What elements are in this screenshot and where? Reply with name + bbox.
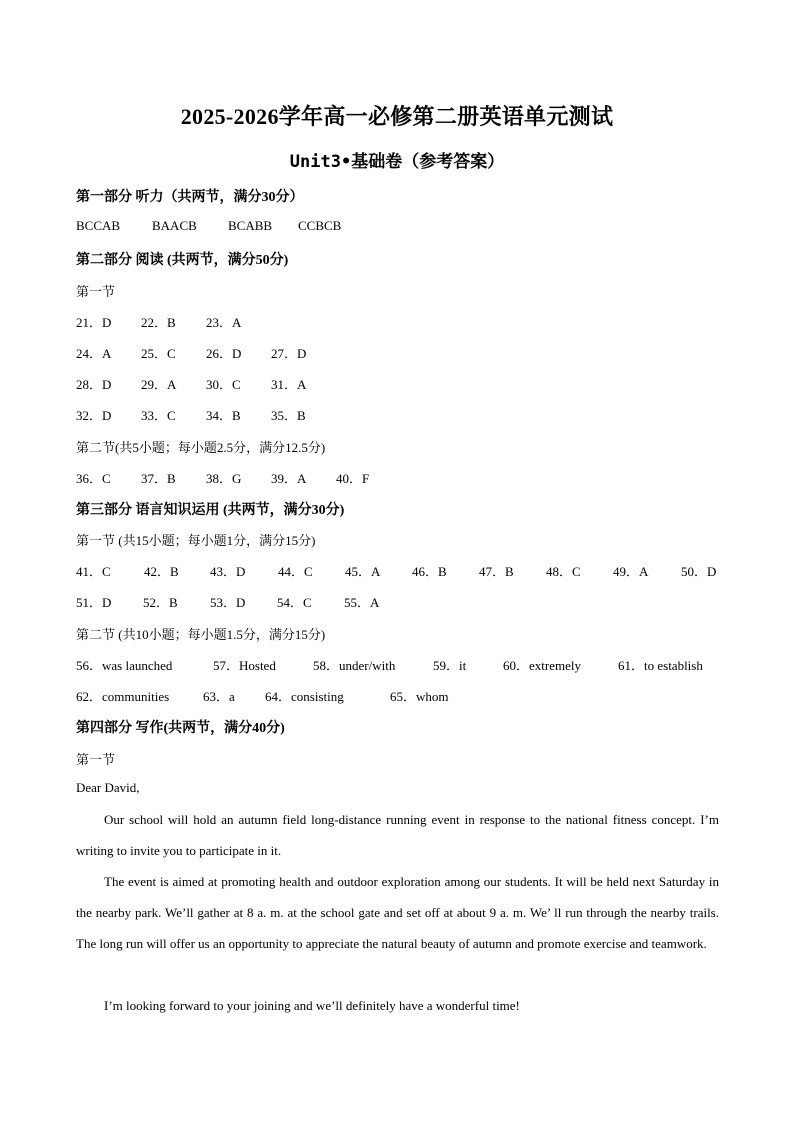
part2-section2-label: 第二节(共5小题；每小题2.5分，满分12.5分) [76,440,326,455]
document-title: 2025-2026学年高一必修第二册英语单元测试 [180,104,614,129]
answer-row [76,561,721,580]
answer-row [76,312,271,331]
answer-item: 55．A [344,595,380,610]
answer-item: 59．it [433,658,467,673]
answer-item: 25．C [141,346,176,361]
answer-row [76,655,716,674]
answer-item: 58．under/with [313,658,396,673]
answer-item: 22．B [141,315,176,330]
answer-row [76,468,401,487]
answer-item: 65．whom [390,689,449,704]
answer-item: 42．B [144,564,179,579]
part3-section2-label: 第二节 (共10小题；每小题1.5分，满分15分) [76,627,326,642]
letter-salutation: Dear David, [76,780,140,795]
answer-item: 30．C [206,377,241,392]
answer-item: 27．D [271,346,307,361]
answer-item: 63．a [203,689,235,704]
answer-item: 37．B [141,471,176,486]
answer-item: 33．C [141,408,176,423]
answer-row [76,592,411,611]
answer-item: 52．B [143,595,178,610]
answer-item: 60．extremely [503,658,581,673]
answer-group: BCCAB [76,218,121,233]
answer-item: 23．A [206,315,242,330]
document-subtitle: Unit3•基础卷（参考答案） [289,152,505,172]
part2-section1-label: 第一节 [76,284,116,299]
answer-item: 45．A [345,564,381,579]
answer-item: 46．B [412,564,447,579]
answer-item: 61．to establish [618,658,703,673]
part4-section1-label: 第一节 [76,752,116,767]
answer-item: 31．A [271,377,307,392]
answer-item: 39．A [271,471,307,486]
answer-item: 36．C [76,471,111,486]
letter-paragraph: I’m looking forward to your joining and we’ll definitely have a wonderful time! [104,998,520,1013]
part2-heading: 第二部分 阅读 (共两节，满分50分) [76,253,289,268]
answer-item: 26．D [206,346,242,361]
answer-row [76,405,336,424]
part3-section1-label: 第一节 (共15小题；每小题1分，满分15分) [76,533,316,548]
answer-item: 64．consisting [265,689,344,704]
answer-group: BAACB [152,218,197,233]
answer-item: 32．D [76,408,112,423]
answer-item: 50．D [681,564,717,579]
answer-item: 24．A [76,346,112,361]
answer-group: CCBCB [298,218,342,233]
answer-item: 28．D [76,377,112,392]
answer-item: 21．D [76,315,112,330]
answer-row [76,374,336,393]
answer-item: 38．G [206,471,242,486]
answer-item: 29．A [141,377,177,392]
answer-item: 41．C [76,564,111,579]
answer-item: 40．F [336,471,370,486]
answer-row [76,343,336,362]
answer-item: 44．C [278,564,313,579]
answer-item: 53．D [210,595,246,610]
answer-item: 35．B [271,408,306,423]
answer-group: BCABB [228,218,273,233]
letter-paragraph: Our school will hold an autumn field long-distance running event in response to the national fitness concept. I’m writing to invite you to participate in it. [76,812,719,858]
answer-item: 57．Hosted [213,658,276,673]
answer-item: 54．C [277,595,312,610]
part4-heading: 第四部分 写作(共两节，满分40分) [76,721,285,736]
answer-row [76,686,480,705]
answer-item: 51．D [76,595,112,610]
answer-item: 48．C [546,564,581,579]
answer-item: 56．was launched [76,658,173,673]
answer-item: 47．B [479,564,514,579]
answer-item: 43．D [210,564,246,579]
answer-item: 34．B [206,408,241,423]
part1-heading: 第一部分 听力（共两节，满分30分） [76,190,304,205]
answer-item: 62．communities [76,689,170,704]
part3-heading: 第三部分 语言知识运用 (共两节，满分30分) [76,503,345,518]
letter-paragraph: The event is aimed at promoting health and outdoor exploration among our students. It will be held next Saturday in the nearby park. We’ll gather at 8 a. m. at the school gate and set off at about 9 a. m. We’ ll run through the nearby trails. The long run will offer us an opportunity to appreciate the natural beauty of autumn and promote exercise and teamwork. [76,874,719,951]
part1-answers-row [76,218,374,234]
answer-item: 49．A [613,564,649,579]
